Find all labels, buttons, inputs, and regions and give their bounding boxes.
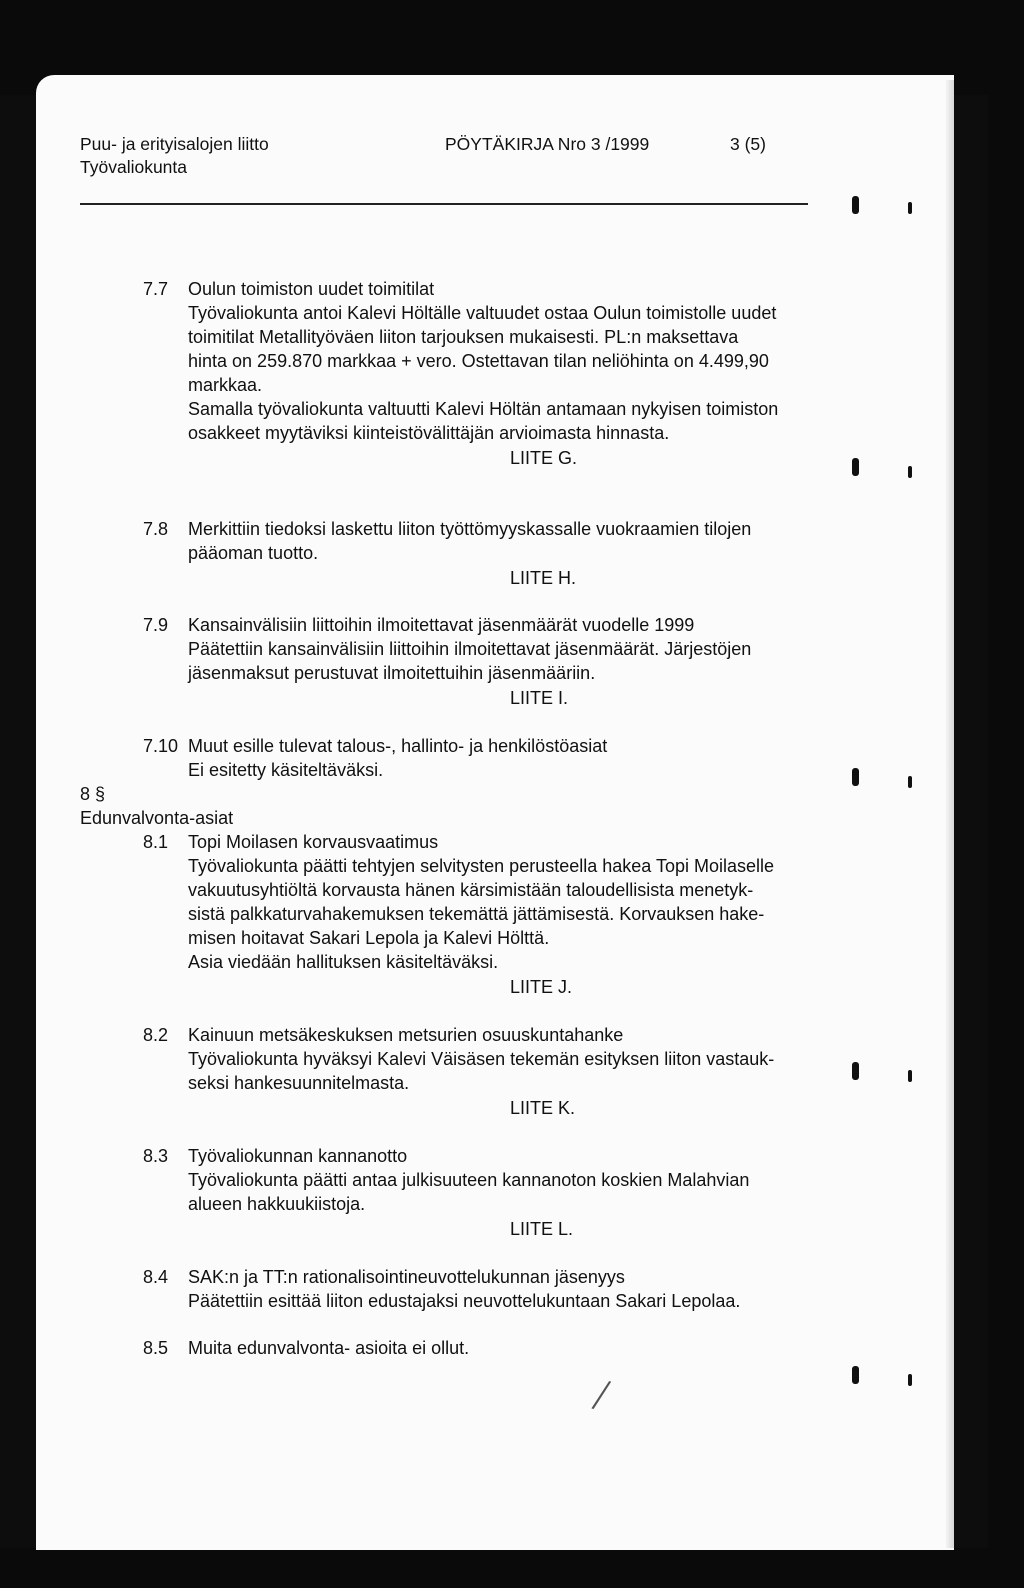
attachment-ref: LIITE H. bbox=[510, 568, 577, 588]
item-title: Työvaliokunnan kannanotto bbox=[188, 1146, 408, 1166]
item-line: Päätettiin esittää liiton edustajaksi neuvottelukuntaan Sakari Lepolaa. bbox=[188, 1291, 741, 1311]
item-line: Työvaliokunta antoi Kalevi Höltälle valtuudet ostaa Oulun toimistolle uudet bbox=[188, 303, 777, 323]
item-number: 7.9 bbox=[143, 615, 169, 635]
binder-mark bbox=[852, 768, 859, 786]
item-title: Kansainvälisiin liittoihin ilmoitettavat jäsenmäärät vuodelle 1999 bbox=[188, 615, 695, 635]
item-title: Oulun toimiston uudet toimitilat bbox=[188, 279, 435, 299]
item-line: vakuutusyhtiöltä korvausta hänen kärsimistään taloudellisista menetyk- bbox=[188, 880, 754, 900]
item-number: 8.4 bbox=[143, 1267, 169, 1287]
item-title: Kainuun metsäkeskuksen metsurien osuuskuntahanke bbox=[188, 1025, 624, 1045]
header-rule bbox=[80, 203, 808, 205]
item-number: 8.1 bbox=[143, 832, 169, 852]
item-number: 7.8 bbox=[143, 519, 169, 539]
organization-name: Puu- ja erityisalojen liitto bbox=[80, 134, 269, 154]
item-title: Muut esille tulevat talous-, hallinto- ja henkilöstöasiat bbox=[188, 736, 608, 756]
document-number: PÖYTÄKIRJA Nro 3 /1999 bbox=[445, 134, 650, 154]
item-line: alueen hakkuukiistoja. bbox=[188, 1194, 366, 1214]
item-number: 7.10 bbox=[143, 736, 179, 756]
scan-border-bottom bbox=[0, 1548, 1024, 1588]
item-title: Muita edunvalvonta- asioita ei ollut. bbox=[188, 1338, 470, 1358]
binder-mark bbox=[852, 196, 859, 214]
item-line: Ei esitetty käsiteltäväksi. bbox=[188, 760, 384, 780]
page-edge-shadow bbox=[946, 80, 954, 1548]
item-line: pääoman tuotto. bbox=[188, 543, 319, 563]
binder-mark bbox=[852, 1366, 859, 1384]
item-line: Työvaliokunta päätti antaa julkisuuteen kannanoton koskien Malahvian bbox=[188, 1170, 750, 1190]
item-title: Merkittiin tiedoksi laskettu liiton työttömyyskassalle vuokraamien tilojen bbox=[188, 519, 752, 539]
item-line: osakkeet myytäviksi kiinteistövälittäjän arvioimasta hinnasta. bbox=[188, 423, 670, 443]
item-line: Päätettiin kansainvälisiin liittoihin ilmoitettavat jäsenmäärät. Järjestöjen bbox=[188, 639, 752, 659]
item-number: 8.2 bbox=[143, 1025, 169, 1045]
item-line: misen hoitavat Sakari Lepola ja Kalevi Hölttä. bbox=[188, 928, 550, 948]
pen-stroke-mark: / bbox=[589, 1368, 614, 1421]
attachment-ref: LIITE K. bbox=[510, 1098, 576, 1118]
page-number: 3 (5) bbox=[730, 134, 766, 154]
item-line: jäsenmaksut perustuvat ilmoitettuihin jäsenmääriin. bbox=[188, 663, 596, 683]
binder-mark bbox=[908, 1374, 912, 1386]
attachment-ref: LIITE J. bbox=[510, 977, 573, 997]
item-line: toimitilat Metallityöväen liiton tarjouksen mukaisesti. PL:n maksettava bbox=[188, 327, 739, 347]
binder-mark bbox=[852, 1062, 859, 1080]
section-symbol: 8 § bbox=[80, 784, 106, 804]
binder-mark bbox=[908, 776, 912, 788]
scan-border-right bbox=[988, 0, 1024, 1588]
committee-name: Työvaliokunta bbox=[80, 157, 188, 177]
item-line: Työvaliokunta hyväksyi Kalevi Väisäsen tekemän esityksen liiton vastauk- bbox=[188, 1049, 775, 1069]
item-number: 8.5 bbox=[143, 1338, 169, 1358]
item-number: 8.3 bbox=[143, 1146, 169, 1166]
binder-mark bbox=[908, 202, 912, 214]
binder-mark bbox=[908, 1070, 912, 1082]
attachment-ref: LIITE I. bbox=[510, 688, 569, 708]
attachment-ref: LIITE L. bbox=[510, 1219, 574, 1239]
section-heading: Edunvalvonta-asiat bbox=[80, 808, 234, 828]
item-number: 7.7 bbox=[143, 279, 169, 299]
item-line: Työvaliokunta päätti tehtyjen selvitysten perusteella hakea Topi Moilaselle bbox=[188, 856, 775, 876]
attachment-ref: LIITE G. bbox=[510, 448, 578, 468]
item-title: SAK:n ja TT:n rationalisointineuvottelukunnan jäsenyys bbox=[188, 1267, 625, 1287]
item-line: sistä palkkaturvahakemuksen tekemättä jättämisestä. Korvauksen hake- bbox=[188, 904, 765, 924]
item-line: hinta on 259.870 markkaa + vero. Ostettavan tilan neliöhinta on 4.499,90 bbox=[188, 351, 769, 371]
binder-mark bbox=[908, 466, 912, 478]
item-title: Topi Moilasen korvausvaatimus bbox=[188, 832, 439, 852]
item-line: seksi hankesuunnitelmasta. bbox=[188, 1073, 410, 1093]
binder-mark bbox=[852, 458, 859, 476]
item-line: Samalla työvaliokunta valtuutti Kalevi Höltän antamaan nykyisen toimiston bbox=[188, 399, 779, 419]
item-line: markkaa. bbox=[188, 375, 263, 395]
item-line: Asia viedään hallituksen käsiteltäväksi. bbox=[188, 952, 499, 972]
